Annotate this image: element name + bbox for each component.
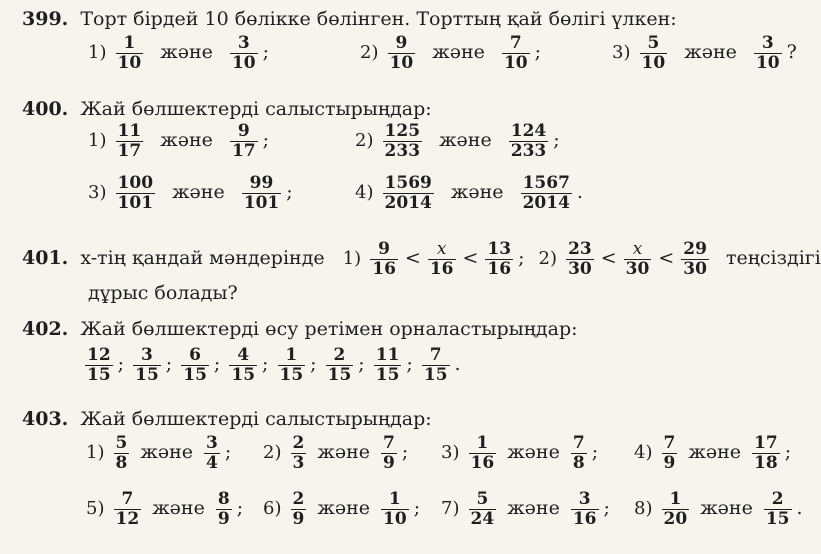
denominator: 15 xyxy=(87,364,111,385)
less-than-sign: < xyxy=(404,247,421,270)
denominator: 10 xyxy=(231,52,256,73)
punctuation: ; xyxy=(262,41,270,64)
punctuation: ; xyxy=(117,353,125,376)
fraction-list-402 xyxy=(82,346,461,384)
numerator: 7 xyxy=(663,433,676,453)
item-label: 3) xyxy=(88,182,107,204)
fraction xyxy=(291,490,307,528)
item-label: 3) xyxy=(612,42,631,64)
item-403-6 xyxy=(263,490,420,528)
numerator: 5 xyxy=(647,33,660,53)
fraction xyxy=(662,434,678,472)
item-403-1 xyxy=(86,434,231,472)
conjunction: және xyxy=(317,441,371,464)
denominator: 16 xyxy=(572,508,597,529)
numerator: 11 xyxy=(375,345,400,365)
denominator: 15 xyxy=(279,364,304,385)
numerator: 2 xyxy=(333,345,346,365)
denominator: 15 xyxy=(231,364,256,385)
fraction xyxy=(428,240,456,278)
denominator: 2014 xyxy=(522,192,570,213)
fraction xyxy=(381,490,409,528)
numerator: 9 xyxy=(237,121,250,141)
item-399-3 xyxy=(612,34,797,72)
numerator: 9 xyxy=(378,239,390,259)
denominator: 17 xyxy=(231,140,256,161)
denominator: 16 xyxy=(372,258,396,279)
item-399-2 xyxy=(360,34,541,72)
conjunction: және xyxy=(317,497,371,520)
numerator: 17 xyxy=(754,433,778,453)
fraction xyxy=(230,122,258,160)
denominator: 10 xyxy=(503,52,528,73)
punctuation: . xyxy=(796,497,803,520)
fraction xyxy=(133,346,161,384)
conjunction: және xyxy=(172,181,225,204)
conjunction: және xyxy=(432,41,485,64)
punctuation: ; xyxy=(165,353,173,376)
conjunction: және xyxy=(507,441,560,464)
numerator: 7 xyxy=(572,433,585,453)
problem-number: 403. xyxy=(22,408,69,430)
fraction xyxy=(764,490,792,528)
item-399-1 xyxy=(88,34,269,72)
item-label: 1) xyxy=(86,442,105,464)
fraction xyxy=(624,240,652,278)
item-400-3 xyxy=(88,174,293,212)
fraction xyxy=(85,346,113,384)
denominator: 18 xyxy=(754,452,778,473)
numerator: 5 xyxy=(476,489,489,509)
item-400-1 xyxy=(88,122,269,160)
item-label: 4) xyxy=(634,442,653,464)
item-label: 3) xyxy=(441,442,460,464)
ineq-label: 1) xyxy=(342,248,362,270)
numerator: 7 xyxy=(429,345,442,365)
problem-text: теңсіздігі xyxy=(725,247,821,270)
problem-400-header xyxy=(22,98,432,120)
item-label: 7) xyxy=(441,498,460,520)
denominator: 30 xyxy=(683,258,707,279)
fraction xyxy=(485,240,513,278)
fraction xyxy=(242,174,282,212)
denominator: 10 xyxy=(383,508,407,529)
numerator: 11 xyxy=(117,121,142,141)
numerator: 1567 xyxy=(522,173,570,193)
punctuation: ; xyxy=(213,353,221,376)
fraction xyxy=(571,434,587,472)
fraction xyxy=(571,490,599,528)
denominator: 10 xyxy=(755,52,780,73)
denominator: 10 xyxy=(117,52,142,73)
problem-text: Жай бөлшектерді салыстырыңдар: xyxy=(80,98,432,120)
punctuation: ; xyxy=(262,129,270,152)
numerator: 23 xyxy=(568,239,592,259)
fraction xyxy=(116,122,144,160)
denominator: 16 xyxy=(429,258,454,279)
fraction xyxy=(422,346,450,384)
ineq-label: 2) xyxy=(538,248,558,270)
denominator: 12 xyxy=(115,508,140,529)
fraction xyxy=(278,346,306,384)
fraction xyxy=(640,34,668,72)
conjunction: және xyxy=(450,181,504,204)
denominator: 101 xyxy=(117,192,154,213)
fraction xyxy=(114,490,142,528)
problem-text: Жай бөлшектерді салыстырыңдар: xyxy=(80,408,432,430)
numerator: 1 xyxy=(285,345,298,365)
fraction xyxy=(181,346,209,384)
numerator: 1 xyxy=(669,489,682,509)
item-403-8 xyxy=(634,490,803,528)
fraction xyxy=(752,434,780,472)
fraction xyxy=(521,174,572,212)
punctuation: ? xyxy=(786,41,797,64)
numerator: 7 xyxy=(383,433,395,453)
denominator: 30 xyxy=(568,258,592,279)
fraction xyxy=(374,346,402,384)
punctuation: ; xyxy=(401,441,409,464)
denominator: 15 xyxy=(375,364,400,385)
item-400-2 xyxy=(355,122,560,160)
numerator: 3 xyxy=(578,489,591,509)
conjunction: және xyxy=(160,41,213,64)
fraction xyxy=(388,34,416,72)
problem-401-line1 xyxy=(22,240,821,278)
item-label: 2) xyxy=(360,42,379,64)
fraction xyxy=(754,34,782,72)
fraction xyxy=(370,240,398,278)
denominator: 8 xyxy=(572,452,585,473)
punctuation: . xyxy=(576,181,583,204)
numerator: 6 xyxy=(189,345,201,365)
denominator: 4 xyxy=(206,452,218,473)
item-label: 1) xyxy=(88,130,107,152)
fraction xyxy=(116,34,144,72)
denominator: 233 xyxy=(384,140,421,161)
denominator: 15 xyxy=(183,364,207,385)
problem-text: x-тің қандай мәндерінде xyxy=(80,247,325,270)
numerator: 3 xyxy=(237,33,250,53)
denominator: 2014 xyxy=(384,192,432,213)
denominator: 233 xyxy=(510,140,547,161)
numerator: 1 xyxy=(123,33,136,53)
punctuation: ; xyxy=(591,441,599,464)
problem-text: дұрыс болады? xyxy=(88,282,238,304)
punctuation: ; xyxy=(262,353,269,376)
fraction xyxy=(291,434,307,472)
denominator: 24 xyxy=(470,508,495,529)
numerator: 100 xyxy=(117,173,154,193)
conjunction: және xyxy=(439,129,492,152)
punctuation: ; xyxy=(310,353,317,376)
problem-number: 399. xyxy=(22,8,69,30)
problem-399-header xyxy=(22,8,677,30)
denominator: 9 xyxy=(217,508,230,529)
numerator: 3 xyxy=(761,33,774,53)
fraction xyxy=(383,122,423,160)
fraction xyxy=(229,346,257,384)
denominator: 20 xyxy=(663,508,688,529)
numerator: x xyxy=(436,239,447,259)
fraction xyxy=(502,34,530,72)
fraction xyxy=(383,174,434,212)
problem-number: 401. xyxy=(22,247,69,270)
conjunction: және xyxy=(140,441,194,464)
fraction xyxy=(662,490,690,528)
denominator: 9 xyxy=(383,452,395,473)
numerator: 8 xyxy=(217,489,230,509)
denominator: 16 xyxy=(470,452,495,473)
denominator: 17 xyxy=(117,140,142,161)
less-than-sign: < xyxy=(600,247,617,270)
denominator: 101 xyxy=(243,192,280,213)
denominator: 3 xyxy=(292,452,305,473)
punctuation: ; xyxy=(286,181,293,204)
punctuation: ; xyxy=(518,247,525,270)
conjunction: және xyxy=(688,441,742,464)
problem-text: Жай бөлшектерді өсу ретімен орналастырыңдар: xyxy=(80,318,578,340)
punctuation: ; xyxy=(358,353,365,376)
punctuation: ; xyxy=(236,497,244,520)
item-label: 1) xyxy=(88,42,107,64)
punctuation: ; xyxy=(603,497,610,520)
numerator: 9 xyxy=(395,33,408,53)
punctuation: ; xyxy=(413,497,421,520)
numerator: 3 xyxy=(141,345,153,365)
item-400-4 xyxy=(355,174,583,212)
fraction xyxy=(469,490,497,528)
item-label: 5) xyxy=(86,498,105,520)
fraction xyxy=(566,240,594,278)
numerator: 2 xyxy=(292,433,305,453)
problem-text: Торт бірдей 10 бөлікке бөлінген. Торттың қай бөлігі үлкен: xyxy=(80,8,677,30)
numerator: 4 xyxy=(237,345,250,365)
punctuation: ; xyxy=(534,41,542,64)
denominator: 15 xyxy=(765,508,790,529)
numerator: 2 xyxy=(771,489,784,509)
numerator: 12 xyxy=(87,345,111,365)
fraction xyxy=(216,490,232,528)
item-403-7 xyxy=(441,490,610,528)
conjunction: және xyxy=(160,129,213,152)
numerator: 124 xyxy=(510,121,547,141)
punctuation: ; xyxy=(784,441,792,464)
numerator: 1569 xyxy=(384,173,432,193)
denominator: 10 xyxy=(641,52,666,73)
fraction xyxy=(116,174,156,212)
conjunction: және xyxy=(684,41,737,64)
punctuation: ; xyxy=(553,129,560,152)
numerator: 7 xyxy=(509,33,522,53)
numerator: 13 xyxy=(487,239,512,259)
denominator: 16 xyxy=(487,258,512,279)
denominator: 15 xyxy=(423,364,448,385)
problem-number: 400. xyxy=(22,98,69,120)
fraction xyxy=(469,434,497,472)
item-label: 8) xyxy=(634,498,653,520)
denominator: 8 xyxy=(115,452,128,473)
item-403-4 xyxy=(634,434,791,472)
fraction xyxy=(230,34,258,72)
problem-number: 402. xyxy=(22,318,69,340)
denominator: 30 xyxy=(625,258,650,279)
item-label: 2) xyxy=(263,442,282,464)
item-403-2 xyxy=(263,434,408,472)
item-label: 6) xyxy=(263,498,282,520)
fraction xyxy=(326,346,354,384)
numerator: 29 xyxy=(683,239,707,259)
item-403-5 xyxy=(86,490,243,528)
conjunction: және xyxy=(700,497,753,520)
denominator: 9 xyxy=(292,508,305,529)
problem-401-line2 xyxy=(88,282,238,304)
problem-403-header xyxy=(22,408,432,430)
numerator: 7 xyxy=(121,489,134,509)
numerator: 99 xyxy=(249,173,274,193)
item-label: 4) xyxy=(355,182,374,204)
problem-402-header xyxy=(22,318,578,340)
conjunction: және xyxy=(507,497,560,520)
denominator: 15 xyxy=(327,364,352,385)
numerator: 1 xyxy=(476,433,489,453)
fraction xyxy=(681,240,709,278)
numerator: 3 xyxy=(206,433,218,453)
numerator: 5 xyxy=(115,433,128,453)
fraction xyxy=(204,434,220,472)
denominator: 10 xyxy=(389,52,414,73)
item-403-3 xyxy=(441,434,598,472)
punctuation: . xyxy=(454,353,461,376)
fraction xyxy=(509,122,549,160)
numerator: 2 xyxy=(292,489,305,509)
less-than-sign: < xyxy=(658,247,675,270)
numerator: x xyxy=(632,239,643,259)
item-label: 2) xyxy=(355,130,374,152)
less-than-sign: < xyxy=(462,247,479,270)
punctuation: ; xyxy=(224,441,232,464)
numerator: 125 xyxy=(384,121,421,141)
denominator: 9 xyxy=(663,452,676,473)
numerator: 1 xyxy=(388,489,401,509)
conjunction: және xyxy=(152,497,205,520)
denominator: 15 xyxy=(135,364,159,385)
punctuation: ; xyxy=(406,353,413,376)
fraction xyxy=(114,434,130,472)
fraction xyxy=(381,434,397,472)
